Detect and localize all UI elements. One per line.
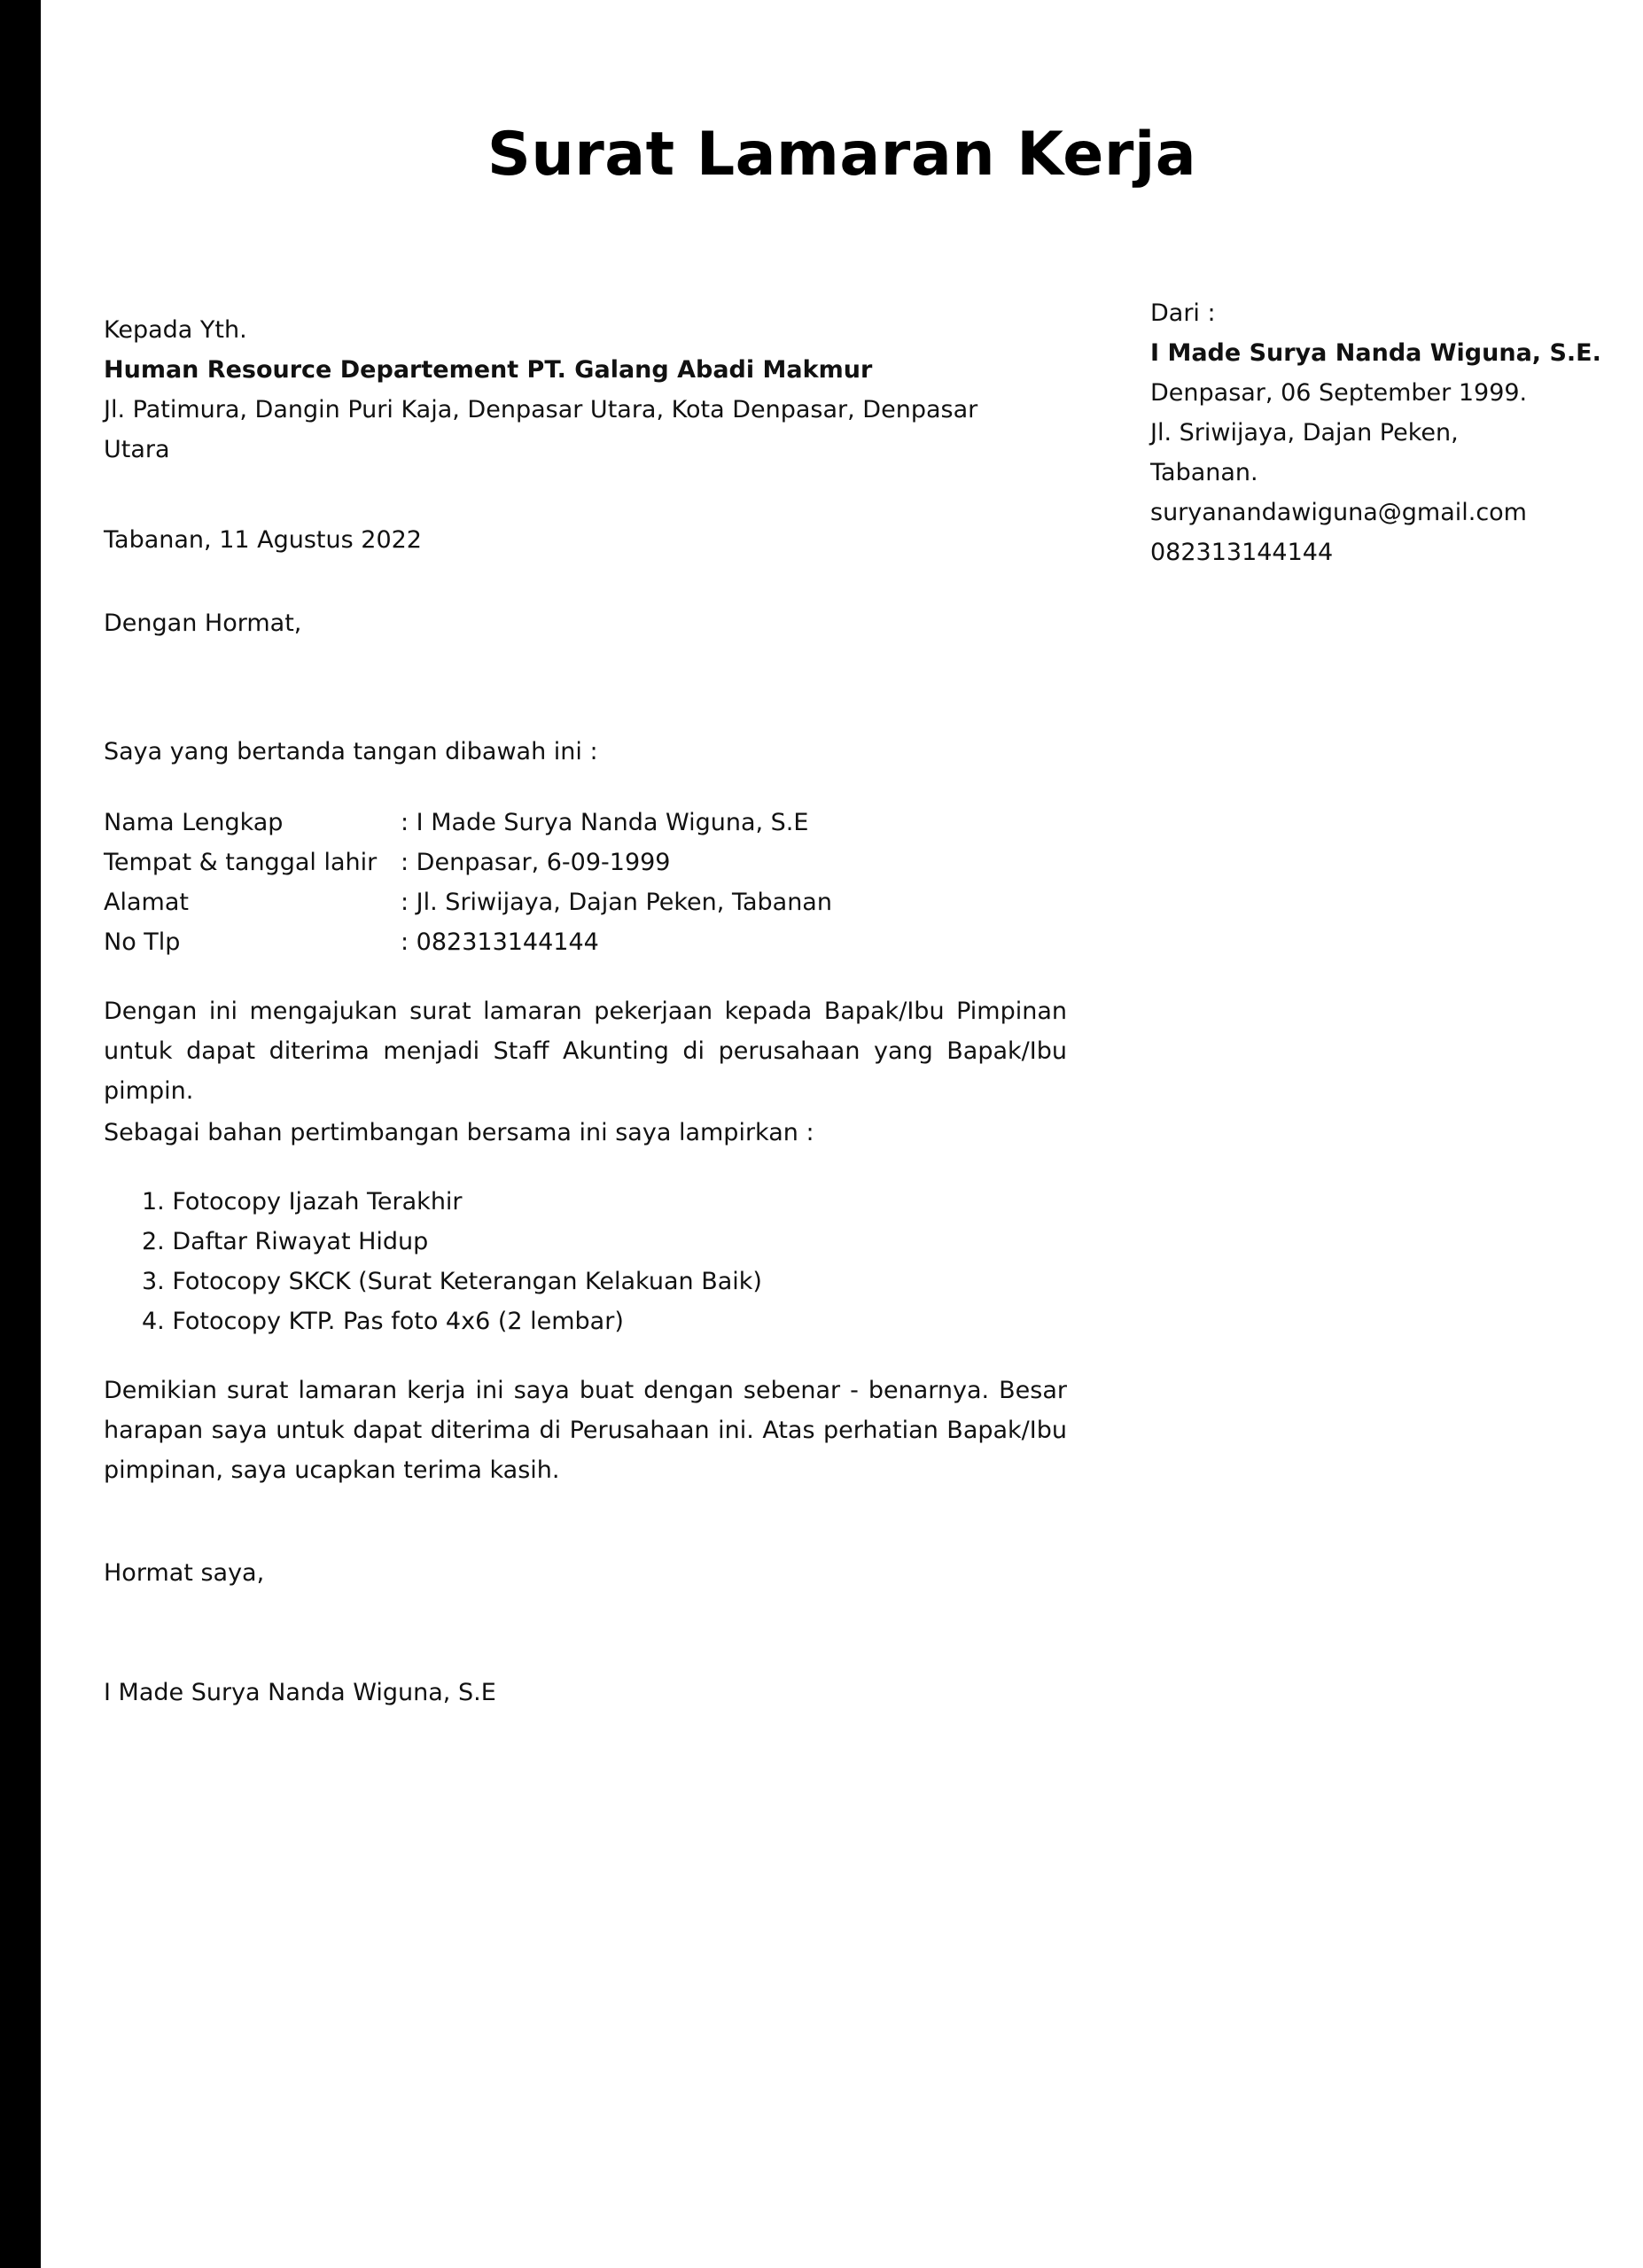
recipient-salutation: Kepada Yth. xyxy=(104,316,247,344)
detail-row-birth xyxy=(104,843,990,882)
detail-label: Tempat & tanggal lahir xyxy=(104,849,378,876)
personal-details xyxy=(104,803,990,962)
sender-label: Dari : xyxy=(1150,299,1216,327)
sender-phone: 082313144144 xyxy=(1150,539,1334,566)
closing-paragraph: Demikian surat lamaran kerja ini saya buat dengan sebenar - benarnya. Besar harapan saya untuk dapat diterima di Perusahaan ini. Atas perhatian Bapak/Ibu pimpinan, saya ucapkan terima kasih. xyxy=(104,1377,1067,1484)
left-border-bar xyxy=(0,0,41,2268)
sender-block xyxy=(1150,293,1611,572)
sender-name: I Made Surya Nanda Wiguna, S.E. xyxy=(1150,339,1601,367)
sender-address-line2: Tabanan. xyxy=(1150,459,1258,486)
attachment-item: 2. Daftar Riwayat Hidup xyxy=(142,1228,429,1255)
detail-row-phone xyxy=(104,922,990,962)
sender-birth: Denpasar, 06 September 1999. xyxy=(1150,379,1528,407)
letter-date: Tabanan, 11 Agustus 2022 xyxy=(104,526,422,554)
detail-label: No Tlp xyxy=(104,928,181,956)
attachment-item: 1. Fotocopy Ijazah Terakhir xyxy=(142,1188,463,1216)
detail-value: : 082313144144 xyxy=(401,928,599,956)
attachment-item: 4. Fotocopy KTP. Pas foto 4x6 (2 lembar) xyxy=(142,1308,624,1335)
sender-address-line1: Jl. Sriwijaya, Dajan Peken, xyxy=(1150,419,1459,447)
detail-label: Nama Lengkap xyxy=(104,809,284,836)
detail-value: : Jl. Sriwijaya, Dajan Peken, Tabanan xyxy=(401,889,832,916)
detail-row-address xyxy=(104,882,990,922)
signature-name: I Made Surya Nanda Wiguna, S.E xyxy=(104,1679,496,1706)
letter-title: Surat Lamaran Kerja xyxy=(487,120,1197,190)
letter-page xyxy=(41,0,1643,2268)
recipient-address-line2: Utara xyxy=(104,436,170,463)
attachments-intro: Sebagai bahan pertimbangan bersama ini saya lampirkan : xyxy=(104,1119,814,1146)
detail-label: Alamat xyxy=(104,889,189,916)
application-paragraph: Dengan ini mengajukan surat lamaran pekerjaan kepada Bapak/Ibu Pimpinan untuk dapat diterima menjadi Staff Akunting di perusahaan yang Bapak/Ibu pimpin. xyxy=(104,998,1067,1105)
attachments-list xyxy=(142,1182,762,1341)
attachment-item: 3. Fotocopy SKCK (Surat Keterangan Kelakuan Baik) xyxy=(142,1268,762,1295)
intro-sentence: Saya yang bertanda tangan dibawah ini : xyxy=(104,738,598,765)
recipient-block xyxy=(104,310,1078,470)
signoff: Hormat saya, xyxy=(104,1559,265,1587)
sender-email: suryanandawiguna@gmail.com xyxy=(1150,499,1527,526)
detail-value: : I Made Surya Nanda Wiguna, S.E xyxy=(401,809,809,836)
detail-row-name xyxy=(104,803,990,843)
recipient-company: Human Resource Departement PT. Galang Abadi Makmur xyxy=(104,356,873,384)
detail-value: : Denpasar, 6-09-1999 xyxy=(401,849,671,876)
recipient-address-line1: Jl. Patimura, Dangin Puri Kaja, Denpasar Utara, Kota Denpasar, Denpasar xyxy=(104,396,978,423)
greeting: Dengan Hormat, xyxy=(104,610,302,637)
